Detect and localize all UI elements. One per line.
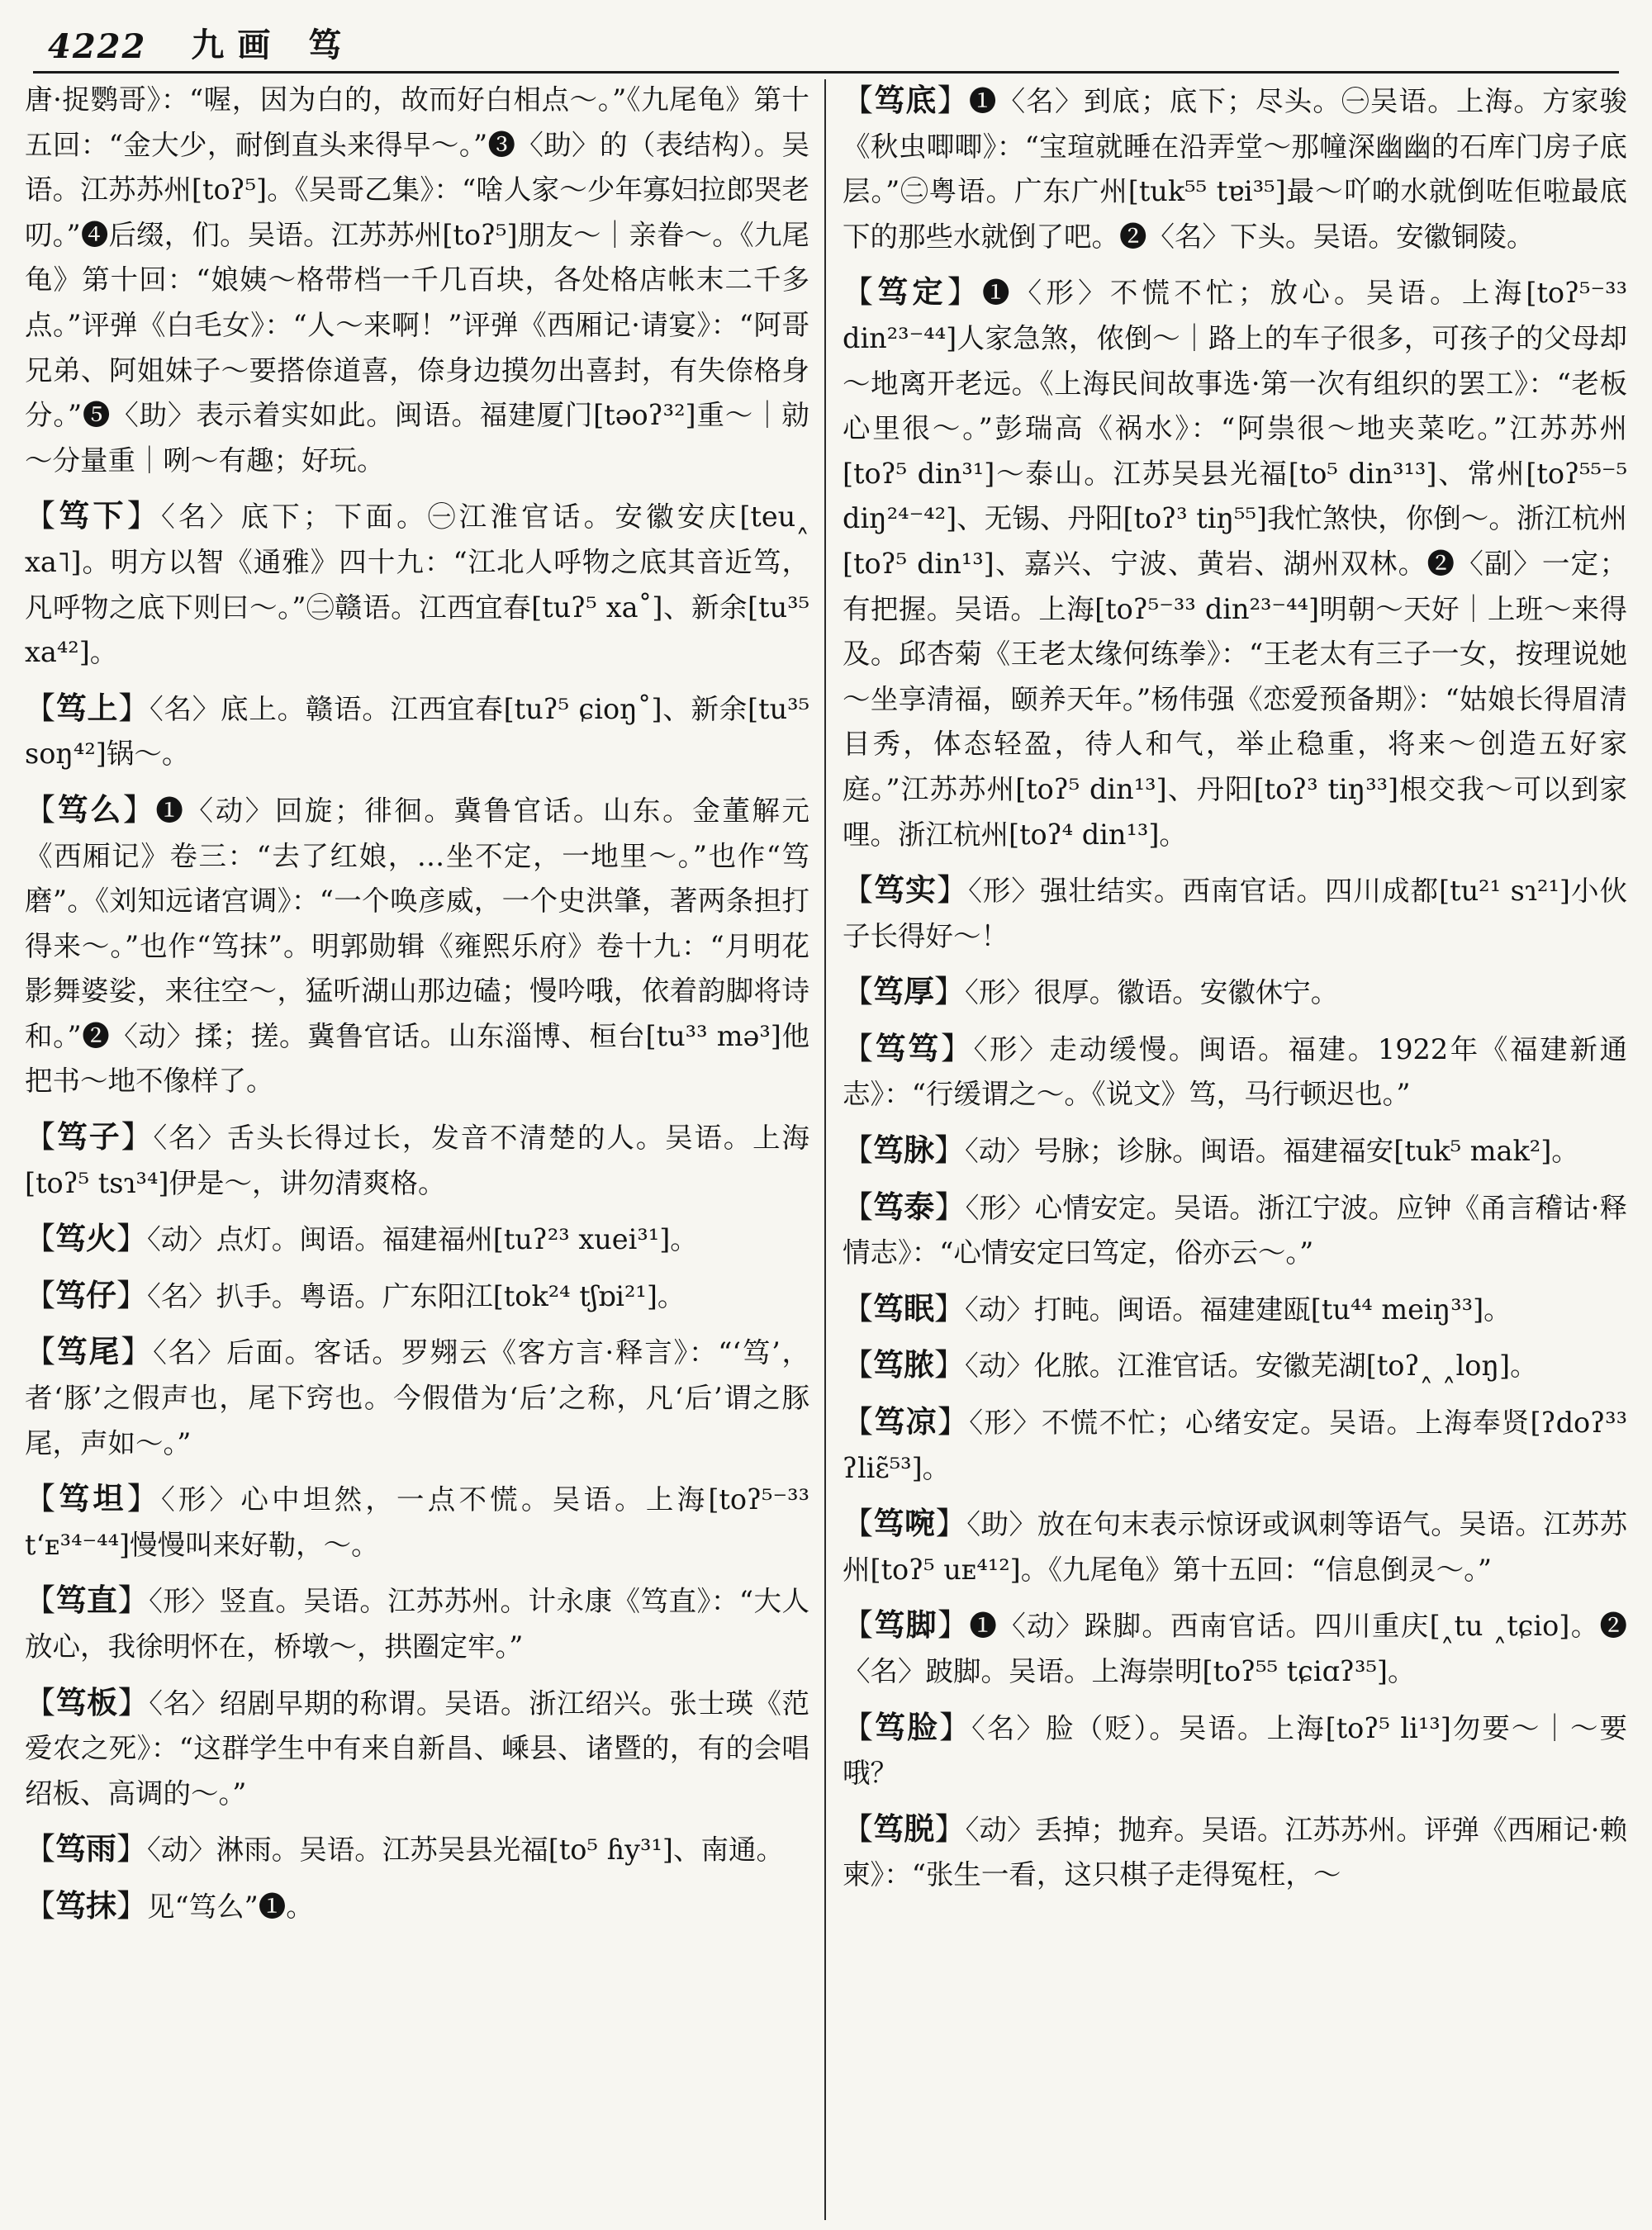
entry-definition: 〈动〉号脉；诊脉。闽语。福建福安[tuk⁵ mak²]。	[965, 1135, 1579, 1168]
dictionary-entry	[25, 493, 809, 675]
entry-definition: 〈名〉底下；下面。㊀江淮官话。安徽安庆[teu˰ xa˥]。明方以智《通雅》四十九：“江北人呼物之底其音近笃，凡呼物之底下则曰～。”㊁赣语。江西宜春[tuʔ⁵ xa˚]、新余[tu³⁵ xa⁴²]。	[25, 501, 809, 669]
entry-headword: 【笃脉】	[843, 1132, 965, 1169]
dictionary-entry	[25, 1329, 809, 1466]
entry-headword: 【笃火】	[25, 1220, 147, 1257]
entry-definition: 〈形〉心中坦然，一点不慌。吴语。上海[toʔ⁵⁻³³ tʻᴇ³⁴⁻⁴⁴]慢慢叫来好勒，～。	[25, 1483, 809, 1561]
entry-headword: 【笃笃】	[843, 1029, 974, 1066]
entry-headword: 【笃子】	[25, 1118, 154, 1155]
entry-headword: 【笃脱】	[843, 1810, 966, 1847]
entry-headword: 【笃底】	[843, 82, 969, 118]
dictionary-entry	[25, 1114, 809, 1206]
entry-headword: 【笃尾】	[25, 1333, 154, 1370]
dictionary-entry	[25, 686, 809, 777]
entry-headword: 【笃泰】	[843, 1188, 966, 1225]
dictionary-entry	[843, 1806, 1627, 1898]
entry-definition: 〈动〉化脓。江淮官话。安徽芜湖[toʔ˰ ˰loŋ]。	[965, 1350, 1538, 1383]
entry-headword: 【笃么】	[25, 790, 156, 828]
entry-definition: 〈名〉脸（贬）。吴语。上海[toʔ⁵ li¹³]勿要～｜～要哦？	[843, 1711, 1627, 1790]
dictionary-entry	[25, 1578, 809, 1669]
header-rule	[33, 71, 1619, 74]
entry-headword: 【笃厚】	[843, 973, 965, 1010]
dictionary-entry	[843, 1501, 1627, 1592]
entry-headword: 【笃眠】	[843, 1289, 965, 1326]
entry-headword: 【笃定】	[843, 273, 982, 311]
continuation-paragraph: 唐·捉鹦哥》：“喔，因为白的，故而好白相点～。”《九尾龟》第十五回：“金大少，耐倒直头来得早～。”❸〈助〉的（表结构）。吴语。江苏苏州[toʔ⁵]。《吴哥乙集》：“啥人家～少年寡妇拉郎哭老叨。”❹后缀，们。吴语。江苏苏州[toʔ⁵]朋友～｜亲眷～。《九尾龟》第十回：“娘姨～格带档一千几百块，各处格店帐末二千多点。”评弹《白毛女》：“人～来啊！”评弹《西厢记·请宴》：“阿哥兄弟、阿姐妹子～要搭倷道喜，倷身边摸勿出喜封，有失倷格身分。”❺〈助〉表示着实如此。闽语。福建厦门[təoʔ³²]重～｜勍～分量重｜咧～有趣；好玩。	[25, 83, 809, 477]
entry-definition: 〈名〉底上。赣语。江西宜春[tuʔ⁵ ɕioŋ˚]、新余[tu³⁵ soŋ⁴²]锅～。	[25, 692, 809, 771]
dictionary-entry	[843, 269, 1627, 857]
page-header	[48, 18, 1617, 66]
right-column	[843, 78, 1627, 2225]
dictionary-entry	[25, 1883, 809, 1930]
entry-definition: 〈助〉放在句末表示惊讶或讽刺等语气。吴语。江苏苏州[toʔ⁵ uᴇ⁴¹²]。《九尾龟》第十五回：“信息倒灵～。”	[843, 1508, 1627, 1586]
entry-definition: ❶〈动〉跺脚。西南官话。四川重庆[˰tu ˰tɕio]。❷〈名〉跛脚。吴语。上海崇明[toʔ⁵⁵ tɕiɑʔ³⁵]。	[843, 1610, 1627, 1687]
entry-definition: ❶〈形〉不慌不忙；放心。吴语。上海[toʔ⁵⁻³³ din²³⁻⁴⁴]人家急煞，侬倒～｜路上的车子很多，可孩子的父母却～地离开老远。《上海民间故事选·第一次有组织的罢工》：“老板心里很～。”彭瑞高《祸水》：“阿祟很～地夹菜吃。”江苏苏州[toʔ⁵ din³¹]～泰山。江苏吴县光福[to⁵ din³¹³]、常州[toʔ⁵⁵⁻⁵ diŋ²⁴⁻⁴²]、无锡、丹阳[toʔ³ tiŋ⁵⁵]我忙煞快，你倒～。浙江杭州[toʔ⁵ din¹³]、嘉兴、宁波、黄岩、湖州双林。❷〈副〉一定；有把握。吴语。上海[toʔ⁵⁻³³ din²³⁻⁴⁴]明朝～天好｜上班～来得及。邱杏菊《王老太缘何练拳》：“王老太有三子一女，按理说她～坐享清福，颐养天年。”杨伟强《恋爱预备期》：“姑娘长得眉清目秀，体态轻盈，待人和气，举止稳重，将来～创造五好家庭。”江苏苏州[toʔ⁵ din¹³]、丹阳[toʔ³ tiŋ³³]根交我～可以到家哩。浙江杭州[toʔ⁴ din¹³]。	[843, 277, 1627, 851]
entry-definition: 〈名〉扒手。粤语。广东阳江[tok²⁴ tʃɒi²¹]。	[147, 1279, 686, 1312]
entry-definition: 〈形〉竖直。吴语。江苏苏州。计永康《笃直》：“大人放心，我徐明怀在，桥墩～，拱圈定牢。”	[25, 1585, 809, 1663]
section-title: 九画 笃	[191, 26, 355, 64]
entry-definition: 〈动〉淋雨。吴语。江苏吴县光福[to⁵ ɦy³¹]、南通。	[147, 1834, 784, 1867]
dictionary-entry	[25, 1273, 809, 1320]
entry-headword: 【笃坦】	[25, 1480, 161, 1517]
dictionary-entry	[843, 1705, 1627, 1796]
dictionary-entry	[25, 1476, 809, 1568]
entry-definition: 〈名〉绍剧早期的称谓。吴语。浙江绍兴。张士瑛《范爱农之死》：“这群学生中有来自新昌、嵊县、诸暨的，有的会唱绍板、高调的～。”	[25, 1687, 809, 1810]
entry-headword: 【笃下】	[25, 497, 161, 534]
entry-headword: 【笃脚】	[843, 1606, 970, 1644]
dictionary-entry	[843, 867, 1627, 959]
entry-definition: 〈形〉很厚。徽语。安徽休宁。	[965, 976, 1339, 1009]
left-column	[25, 78, 809, 2225]
entry-headword: 【笃雨】	[25, 1830, 147, 1867]
dictionary-entry	[843, 1026, 1627, 1117]
entry-definition: ❶〈动〉回旋；徘徊。冀鲁官话。山东。金董解元《西厢记》卷三：“去了红娘，…坐不定，一地里～。”也作“笃磨”。《刘知远诸宫调》：“一个唤彦威，一个史洪肇，著两条担打得来～。”也作“笃抹”。明郭勋辑《雍熙乐府》卷十九：“月明花影舞婆娑，来往空～，猛听湖山那边磕；慢吟哦，依着韵脚将诗和。”❷〈动〉揉；搓。冀鲁官话。山东淄博、桓台[tu³³ mə³]他把书～地不像样了。	[25, 794, 809, 1098]
dictionary-entry	[843, 1602, 1627, 1694]
entry-headword: 【笃脓】	[843, 1346, 965, 1383]
entry-definition: 〈形〉走动缓慢。闽语。福建。1922年《福建新通志》：“行缓谓之～。《说文》笃，马行顿迟也。”	[843, 1032, 1627, 1111]
dictionary-entry	[843, 1184, 1627, 1276]
entry-headword: 【笃抹】	[25, 1886, 147, 1924]
page-number: 4222	[48, 27, 147, 66]
entry-definition: ❶〈名〉到底；底下；尽头。㊀吴语。上海。方家骏《秋虫唧唧》：“宝瑄就睡在沿弄堂～那幢深幽幽的石库门房子底层。”㊁粤语。广东广州[tuk⁵⁵ tɐi³⁵]最～吖啲水就倒咗佢啦最底下的那些水就倒了吧。❷〈名〉下头。吴语。安徽铜陵。	[843, 85, 1627, 253]
entry-definition: 〈形〉心情安定。吴语。浙江宁波。应钟《甬言稽诂·释情志》：“心情安定曰笃定，俗亦云～。”	[843, 1191, 1627, 1269]
dictionary-entry	[843, 78, 1627, 259]
dictionary-entry	[25, 1216, 809, 1263]
entry-definition: 〈动〉打盹。闽语。福建建瓯[tu⁴⁴ meiŋ³³]。	[965, 1293, 1512, 1326]
entry-headword: 【笃凉】	[843, 1403, 970, 1440]
entry-headword: 【笃啘】	[843, 1505, 967, 1542]
entry-headword: 【笃脸】	[843, 1708, 972, 1745]
entry-definition: 〈动〉丢掉；抛弃。吴语。江苏苏州。评弹《西厢记·赖柬》：“张生一看，这只棋子走得冤枉，～	[843, 1813, 1627, 1891]
dictionary-entry	[25, 787, 809, 1104]
entry-headword: 【笃直】	[25, 1582, 150, 1619]
entry-definition: 〈形〉不慌不忙；心绪安定。吴语。上海奉贤[ʔdoʔ³³ ʔliɛ̃⁵³]。	[843, 1407, 1627, 1484]
entry-headword: 【笃仔】	[25, 1276, 147, 1313]
entry-definition: 〈名〉后面。客话。罗翙云《客方言·释言》：“‘笃’，者‘豚’之假声也，尾下窍也。今假借为‘后’之称，凡‘后’谓之豚尾，声如～。”	[25, 1336, 809, 1459]
entry-definition: 〈形〉强壮结实。西南官话。四川成都[tu²¹ sɿ²¹]小伙子长得好～！	[843, 875, 1627, 952]
dictionary-entry	[843, 1286, 1627, 1333]
dictionary-entry	[843, 969, 1627, 1016]
entry-definition: 见“笃么”❶。	[147, 1890, 314, 1923]
entry-definition: 〈名〉舌头长得过长，发音不清楚的人。吴语。上海[toʔ⁵ tsɿ³⁴]伊是～，讲勿清爽格。	[25, 1122, 809, 1199]
entry-headword: 【笃实】	[843, 871, 969, 909]
dictionary-entry	[25, 1680, 809, 1817]
dictionary-entry	[25, 1826, 809, 1873]
dictionary-entry	[843, 1342, 1627, 1389]
dictionary-entry	[843, 1399, 1627, 1491]
entry-headword: 【笃板】	[25, 1683, 150, 1720]
column-divider	[824, 79, 826, 2220]
entry-headword: 【笃上】	[25, 689, 150, 726]
dictionary-entry	[843, 1127, 1627, 1174]
entry-definition: 〈动〉点灯。闽语。福建福州[tuʔ²³ xuei³¹]。	[147, 1223, 698, 1256]
